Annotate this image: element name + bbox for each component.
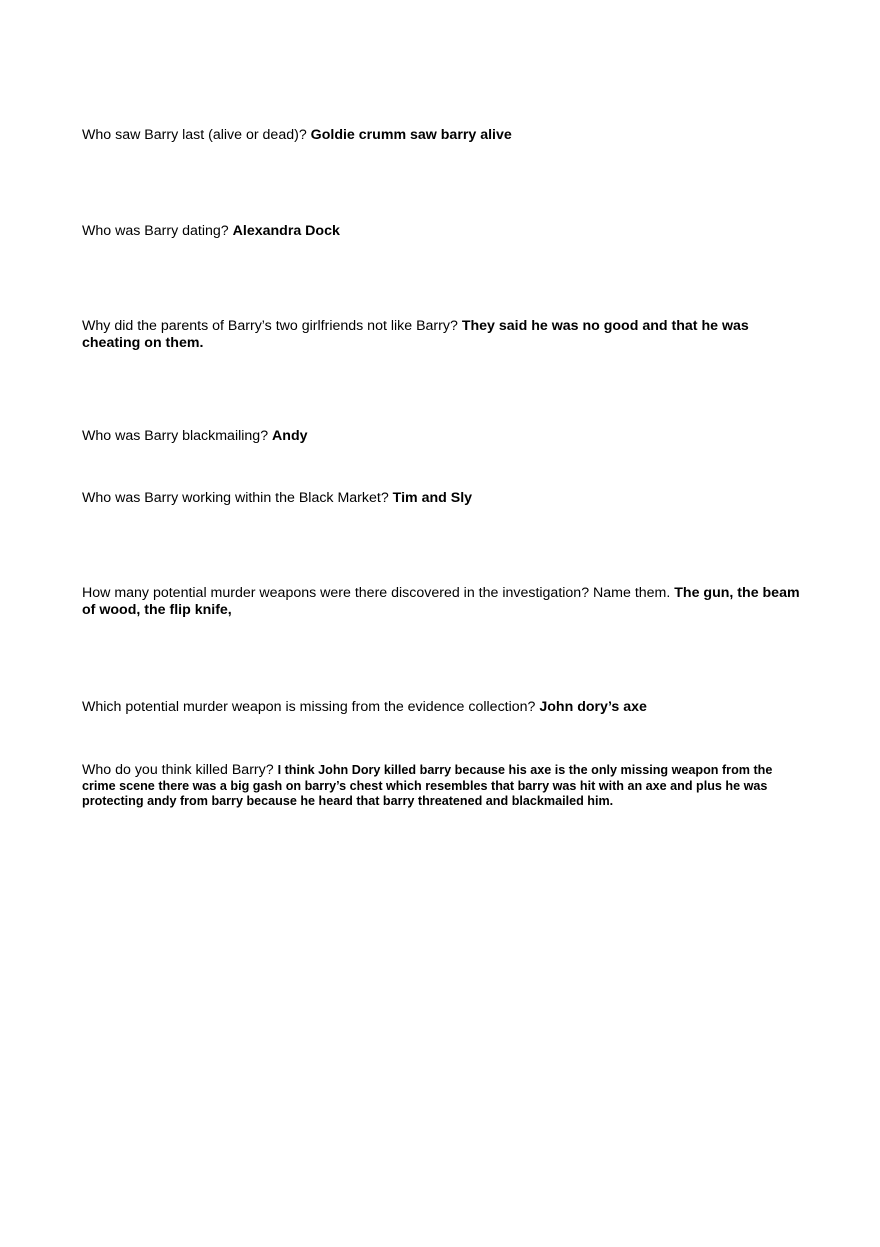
question-text: How many potential murder weapons were there discovered in the investigation? Name them. xyxy=(82,585,675,601)
qa-item-parents xyxy=(82,318,807,352)
answer-text: I think John Dory killed barry because his axe is the only missing weapon from the crime scene there was a big gash on barry’s chest which resembles that barry was hit with an axe and plus he was protecting andy from barry because he heard that barry threatened and blackmailed him. xyxy=(82,763,773,808)
qa-item-blackmailing xyxy=(82,428,807,445)
answer-text: Tim and Sly xyxy=(392,490,473,506)
qa-item-weapons xyxy=(82,585,807,619)
answer-text: Alexandra Dock xyxy=(232,223,340,239)
question-text: Which potential murder weapon is missing from the evidence collection? xyxy=(82,699,540,715)
qa-item-black-market xyxy=(82,490,807,507)
qa-item-missing-weapon xyxy=(82,699,807,716)
qa-item-dating xyxy=(82,223,807,240)
answer-text: The gun, the beam of wood, the flip knife, xyxy=(82,585,800,618)
question-text: Who do you think killed Barry? xyxy=(82,762,278,778)
answer-text: They said he was no good and that he was cheating on them. xyxy=(82,318,749,351)
answer-text: John dory’s axe xyxy=(539,699,647,715)
qa-item-last-seen xyxy=(82,127,807,144)
question-text: Why did the parents of Barry’s two girlfriends not like Barry? xyxy=(82,318,462,334)
answer-text: Goldie crumm saw barry alive xyxy=(310,127,512,143)
answer-text: Andy xyxy=(272,428,308,444)
qa-item-killer xyxy=(82,763,807,810)
question-text: Who was Barry dating? xyxy=(82,223,233,239)
question-text: Who saw Barry last (alive or dead)? xyxy=(82,127,311,143)
question-text: Who was Barry blackmailing? xyxy=(82,428,273,444)
question-text: Who was Barry working within the Black Market? xyxy=(82,490,393,506)
